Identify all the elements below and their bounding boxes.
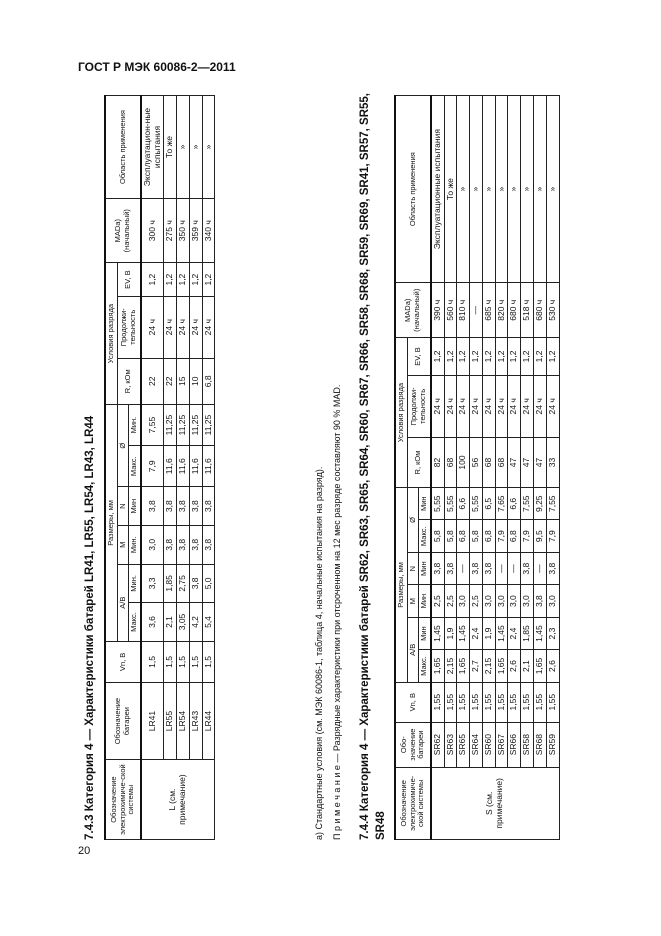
cell-m2_min: 3,8 [431,552,444,584]
cell-dur: 24 ч [189,296,202,358]
cell-ab_max: 4,2 [189,603,202,642]
t1-h-ab: A/B [117,564,129,641]
cell-ab_max: 3,05 [177,603,190,642]
cell-dur: 24 ч [546,375,559,437]
cell-m2_min: — [457,552,470,584]
t2-h-phi: Ø [407,488,419,553]
cell-ev: 1,2 [495,338,508,375]
cell-r: 100 [457,438,470,488]
cell-r: 82 [431,438,444,488]
cell-v: 1,55 [482,682,495,722]
cell-bat: SR60 [482,722,495,767]
cell-v: 1,5 [189,641,202,682]
cell-ab_min: 2,4 [508,617,521,649]
cell-mad: 680 ч [534,283,547,338]
cell-phi_min: 5,55 [444,488,457,520]
cell-phi_min: 6,5 [482,488,495,520]
cell-ab_min: 1,85 [164,564,177,603]
cell-r: 47 [521,438,534,488]
cell-m2_min: — [534,552,547,584]
cell-m_min: 3,0 [546,585,559,617]
t2-h-battery: Обо-значение батареи [395,722,431,767]
table2-title: 7.4.4 Категория 4 — Характеристики батарей SR62, SR63, SR65, SR64, SR60, SR67, SR66, SR58, SR68, SR59, SR69, SR41, SR57, SR55, SR48 [359,92,387,840]
cell-area: » [189,96,202,199]
cell-ab_min: 5,0 [202,564,215,603]
cell-mad: 530 ч [546,283,559,338]
t2-h-m-min: Мин [419,585,431,617]
t1-h-r: R, кОм [117,358,141,404]
cell-dur: 24 ч [431,375,444,437]
cell-bat: SR59 [546,722,559,767]
cell-dur: 24 ч [141,296,164,358]
cell-ev: 1,2 [164,263,177,296]
cell-ab_max: 2,15 [482,650,495,682]
cell-phi_min: 9,25 [534,488,547,520]
cell-ab_max: 2,1 [521,650,534,682]
cell-m2_min: 3,8 [470,552,483,584]
cell-mad: 359 ч [189,199,202,263]
cell-r: 15 [177,358,190,404]
cell-r: 47 [508,438,521,488]
cell-ev: 1,2 [521,338,534,375]
table1-footnote: а) Стандартные условия (см. МЭК 60086-1, таблица 4, начальные испытания на разряд). [314,466,324,840]
t1-h-ev: EV, В [117,263,141,296]
cell-area: То же [164,96,177,199]
cell-bat: SR66 [508,722,521,767]
cell-m_min: 3,0 [141,525,164,564]
cell-ev: 1,2 [482,338,495,375]
cell-m_min: 2,5 [444,585,457,617]
cell-phi_min: 7,55 [521,488,534,520]
cell-ab_max: 2,15 [444,650,457,682]
cell-m_min: 2,5 [470,585,483,617]
t1-h-area: Область применения [105,96,141,199]
table1-note: П р и м е ч а н и е — Разрядные характеристики при отсроченном на 12 мес разряде составляют 90 % MAD. [332,384,342,840]
cell-mad: 390 ч [431,283,444,338]
cell-ab_max: 5,4 [202,603,215,642]
table-row [444,96,457,840]
t1-h-ab-max: Макс. [129,603,141,642]
cell-ab_min: 2,75 [177,564,190,603]
t1-h-system: Обозначение электрохимиче-ской системы [105,760,141,840]
cell-bat: LR41 [141,682,164,759]
cell-area: То же [444,96,457,283]
t2-h-conditions: Условия разряда [395,338,407,488]
table-row [534,96,547,840]
cell-m2_min: 3,8 [444,552,457,584]
cell-bat: LR43 [189,682,202,759]
cell-ab_max: 1,65 [457,650,470,682]
cell-n_max: 6,8 [482,520,495,552]
t1-h-battery: Обозначение батареи [105,682,141,759]
cell-n_min: 3,8 [164,487,177,526]
t2-h-sizes: Размеры, мм [395,488,407,683]
cell-r: 68 [444,438,457,488]
t1-h-m: M [117,525,129,564]
cell-phi_min: 7,55 [141,404,164,445]
cell-m_min: 3,8 [164,525,177,564]
t1-h-phi: Ø [117,404,129,486]
cell-m_min: 3,0 [457,585,470,617]
table-row [202,96,215,840]
cell-n_max: 5,8 [431,520,444,552]
cell-r: 47 [534,438,547,488]
cell-phi_min: 6,6 [457,488,470,520]
cell-m2_min: 3,8 [521,552,534,584]
cell-ab_min: 1,9 [482,617,495,649]
cell-bat: LR44 [202,682,215,759]
cell-dur: 24 ч [495,375,508,437]
table-row [495,96,508,840]
cell-r: 68 [495,438,508,488]
cell-n_min: 3,8 [177,487,190,526]
t1-h-n-min: Мин [129,487,141,526]
table-row [431,96,444,840]
table-row [457,96,470,840]
cell-phi_max: 11,6 [164,446,177,487]
cell-r: 22 [164,358,177,404]
cell-ab_max: 2,1 [164,603,177,642]
cell-bat: SR62 [431,722,444,767]
cell-v: 1,55 [534,682,547,722]
t2-h-voltage: Vn, В [395,682,431,722]
cell-v: 1,55 [457,682,470,722]
table-row [470,96,483,840]
cell-mad: 275 ч [164,199,177,263]
cell-m_min: 3,0 [521,585,534,617]
t1-h-phi-min: Мин. [129,404,141,445]
table-row [482,96,495,840]
cell-r: 6,8 [202,358,215,404]
cell-area: » [534,96,547,283]
cell-mad: 810 ч [457,283,470,338]
system-label: L (см. примечание) [141,760,215,840]
cell-m2_min: 3,8 [482,552,495,584]
cell-phi_max: 11,6 [177,446,190,487]
cell-bat: SR63 [444,722,457,767]
cell-ab_max: 2,6 [546,650,559,682]
cell-mad: — [470,283,483,338]
cell-ev: 1,2 [508,338,521,375]
t2-h-mad: MADа) (начальный) [395,283,431,338]
cell-bat: SR65 [457,722,470,767]
t2-h-system: Обозначение электрохимиче-ской системы [395,767,431,839]
table-row [177,96,190,840]
t1-h-mad: MADа) (начальный) [105,199,141,263]
t2-h-ab-max: Макс. [419,650,431,682]
cell-r: 33 [546,438,559,488]
t2-h-ev: EV, В [407,338,431,375]
table-row [189,96,202,840]
cell-area: » [521,96,534,283]
cell-mad: 300 ч [141,199,164,263]
cell-mad: 340 ч [202,199,215,263]
cell-n_max: 7,9 [495,520,508,552]
cell-phi_min: 11,25 [164,404,177,445]
cell-r: 56 [470,438,483,488]
cell-area: » [470,96,483,283]
cell-n_max: 7,9 [546,520,559,552]
t2-h-r: R, кОм [407,438,431,488]
cell-n_max: 9,5 [534,520,547,552]
cell-bat: SR68 [534,722,547,767]
cell-mad: 680 ч [508,283,521,338]
cell-n_min: 3,8 [141,487,164,526]
cell-ev: 1,2 [546,338,559,375]
cell-bat: SR64 [470,722,483,767]
cell-ev: 1,2 [457,338,470,375]
cell-ab_max: 1,65 [431,650,444,682]
t2-h-m: M [407,585,419,617]
cell-phi_min: 5,55 [470,488,483,520]
cell-m_min: 3,0 [508,585,521,617]
rotated-content [84,80,614,840]
cell-phi_min: 11,25 [189,404,202,445]
cell-phi_min: 5,55 [431,488,444,520]
cell-area: » [202,96,215,199]
cell-ab_min: 1,45 [495,617,508,649]
cell-bat: SR67 [495,722,508,767]
cell-ab_max: 2,7 [470,650,483,682]
cell-dur: 24 ч [534,375,547,437]
cell-ab_max: 1,65 [534,650,547,682]
table2-body [431,96,559,840]
cell-mad: 560 ч [444,283,457,338]
cell-v: 1,55 [470,682,483,722]
cell-mad: 350 ч [177,199,190,263]
cell-r: 10 [189,358,202,404]
cell-ev: 1,2 [470,338,483,375]
cell-v: 1,55 [521,682,534,722]
cell-v: 1,55 [444,682,457,722]
t2-h-area: Область применения [395,96,431,283]
cell-area: Эксплуатационные испытания [431,96,444,283]
t1-h-conditions: Условия разряда [105,263,117,405]
cell-m2_min: — [508,552,521,584]
cell-mad: 518 ч [521,283,534,338]
t1-h-voltage: Vn, В [105,641,141,682]
cell-dur: 24 ч [521,375,534,437]
cell-n_max: 6,8 [457,520,470,552]
cell-v: 1,5 [177,641,190,682]
system-label: S (см. примечание) [431,767,559,839]
table-row [164,96,177,840]
cell-ab_max: 2,6 [508,650,521,682]
cell-v: 1,55 [431,682,444,722]
table1-title: 7.4.3 Категория 4 — Характеристики батарей LR41, LR55, LR54, LR43, LR44 [84,415,96,840]
table-row [508,96,521,840]
cell-ev: 1,2 [534,338,547,375]
t1-h-duration: Продолжи-тельность [117,296,141,358]
cell-area: » [495,96,508,283]
cell-ab_min: 3,8 [189,564,202,603]
cell-dur: 24 ч [457,375,470,437]
cell-v: 1,5 [202,641,215,682]
cell-ab_min: 1,45 [431,617,444,649]
table2 [394,95,560,840]
cell-phi_max: 11,6 [202,446,215,487]
t2-h-duration: Продолжи-тельность [407,375,431,437]
table-row [141,96,164,840]
t1-h-m-min: Мин. [129,525,141,564]
t2-h-phi-max: Макс. [419,520,431,552]
cell-phi_min: 11,25 [202,404,215,445]
cell-bat: LR54 [177,682,190,759]
cell-ab_min: 1,45 [457,617,470,649]
cell-ab_min: 1,45 [534,617,547,649]
cell-mad: 820 ч [495,283,508,338]
table-row [521,96,534,840]
cell-r: 68 [482,438,495,488]
t1-h-sizes: Размеры, мм [105,404,117,641]
cell-area: » [457,96,470,283]
cell-ev: 1,2 [444,338,457,375]
t1-h-phi-max: Макс. [129,446,141,487]
t1-h-ab-min: Мин. [129,564,141,603]
cell-n_max: 6,8 [508,520,521,552]
cell-bat: SR58 [521,722,534,767]
cell-n_max: 7,9 [521,520,534,552]
cell-m_min: 3,8 [202,525,215,564]
table1 [104,95,215,840]
cell-ab_min: 2,3 [546,617,559,649]
cell-m_min: 3,0 [482,585,495,617]
cell-ab_min: 2,4 [470,617,483,649]
cell-m_min: 3,8 [534,585,547,617]
t2-h-n: N [407,552,419,584]
cell-area: » [508,96,521,283]
cell-v: 1,55 [508,682,521,722]
cell-ev: 1,2 [202,263,215,296]
cell-dur: 24 ч [508,375,521,437]
cell-phi_max: 7,9 [141,446,164,487]
cell-m_min: 3,0 [495,585,508,617]
cell-ab_max: 1,65 [495,650,508,682]
cell-ev: 1,2 [189,263,202,296]
cell-v: 1,5 [164,641,177,682]
cell-dur: 24 ч [177,296,190,358]
cell-n_min: 3,8 [202,487,215,526]
table-row [546,96,559,840]
cell-n_max: 5,8 [470,520,483,552]
cell-bat: LR55 [164,682,177,759]
cell-m_min: 3,8 [177,525,190,564]
cell-ab_min: 3,3 [141,564,164,603]
cell-v: 1,55 [546,682,559,722]
cell-ab_min: 1,9 [444,617,457,649]
t2-h-ab: A/B [407,617,419,682]
cell-dur: 24 ч [202,296,215,358]
cell-dur: 24 ч [444,375,457,437]
cell-v: 1,55 [495,682,508,722]
cell-area: » [482,96,495,283]
cell-n_max: 5,8 [444,520,457,552]
cell-ev: 1,2 [177,263,190,296]
t2-h-ab-min: Мин [419,617,431,649]
cell-phi_min: 11,25 [177,404,190,445]
t2-h-phi-min: Мин [419,488,431,520]
cell-phi_min: 7,55 [546,488,559,520]
cell-area: » [177,96,190,199]
cell-n_min: 3,8 [189,487,202,526]
cell-v: 1,5 [141,641,164,682]
cell-area: » [546,96,559,283]
cell-ev: 1,2 [141,263,164,296]
cell-ab_max: 3,6 [141,603,164,642]
cell-m2_min: 3,8 [546,552,559,584]
cell-r: 22 [141,358,164,404]
cell-ab_min: 1,85 [521,617,534,649]
cell-dur: 24 ч [164,296,177,358]
cell-m_min: 2,5 [431,585,444,617]
cell-dur: 24 ч [470,375,483,437]
cell-mad: 685 ч [482,283,495,338]
document-header: ГОСТ Р МЭК 60086-2—2011 [78,60,236,74]
cell-phi_min: 6,6 [508,488,521,520]
t1-h-n: N [117,487,129,526]
cell-m2_min: — [495,552,508,584]
table1-body [141,96,215,840]
cell-phi_max: 11,6 [189,446,202,487]
cell-dur: 24 ч [482,375,495,437]
cell-m_min: 3,8 [189,525,202,564]
cell-phi_min: 7,65 [495,488,508,520]
cell-ev: 1,2 [431,338,444,375]
page-number: 20 [78,845,91,857]
t2-h-n-min: Мин [419,552,431,584]
cell-area: Эксплуатацион-ные испытания [141,96,164,199]
